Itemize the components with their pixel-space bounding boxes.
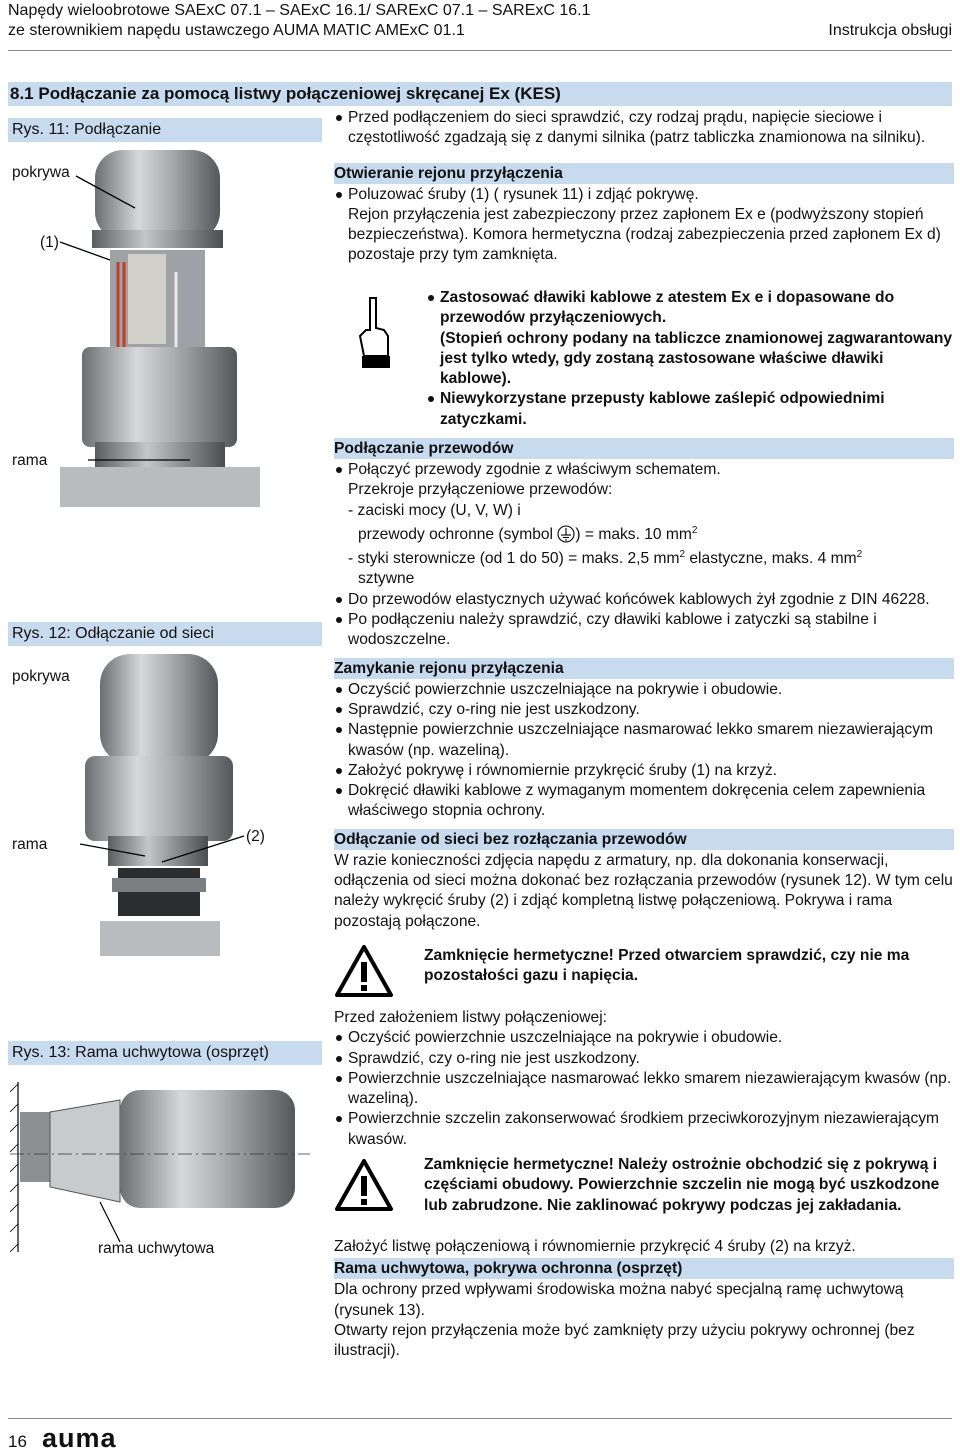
note-block xyxy=(426,288,954,430)
connect-line-3-sup: 2 xyxy=(691,524,698,536)
header-divider xyxy=(8,50,952,51)
fig11-label-frame: rama xyxy=(12,452,48,469)
header-title-line1: Napędy wieloobrotowe SAExC 07.1 – SAExC 16.1/ SARExC 07.1 – SARExC 16.1 xyxy=(8,2,591,19)
right-column-bottom xyxy=(334,1237,954,1361)
disconnect-bullet-4: Powierzchnie szczelin zakonserwować środkiem przeciwkorozyjnym niezawierającym kwasów. xyxy=(334,1109,954,1150)
heading-open: Otwieranie rejonu przyłączenia xyxy=(334,163,954,184)
connect-line-3 xyxy=(334,521,954,545)
open-para-1: Rejon przyłączenia jest zabezpieczony przez zapłonem Ex e (podwyższony stopień bezpieczeństwa). Komora hermetyczna (rodzaj zabezpieczenia przed zapłonem Ex d) pozostaje przy tym zamknięta. xyxy=(348,205,941,264)
connect-line-4-sup1: 2 xyxy=(679,549,686,561)
fig13-frame-illustration xyxy=(10,1072,320,1262)
connect-line-4a: - styki sterownicze (od 1 do 50) = maks. 2,5 mm xyxy=(348,550,680,568)
right-column-middle xyxy=(334,433,954,932)
fig12-caption-text: Rys. 12: Odłączanie od sieci xyxy=(12,625,214,642)
fig13-label-frame: rama uchwytowa xyxy=(98,1240,215,1257)
connect-line-5: sztywne xyxy=(358,570,415,588)
fig12-label-cover: pokrywa xyxy=(12,668,70,685)
fig11-actuator-illustration xyxy=(0,142,330,512)
heading-frame: Rama uchwytowa, pokrywa ochronna (osprzęt) xyxy=(334,1258,954,1279)
header-doc-type: Instrukcja obsługi xyxy=(828,22,952,39)
right-column-lower xyxy=(334,1008,954,1150)
disconnect-bullet-1: Oczyścić powierzchnie uszczelniające na pokrywie i obudowie. xyxy=(334,1028,954,1048)
connect-line-2: - zaciski mocy (U, V, W) i xyxy=(348,501,521,519)
frame-para-2: Otwarty rejon przyłączenia może być zamknięty przy użyciu pokrywy ochronnej (bez ilustracji). xyxy=(334,1321,915,1360)
warning-triangle-icon xyxy=(334,944,394,998)
fig12-label-frame: rama xyxy=(12,836,48,853)
section-title-bar xyxy=(8,82,952,106)
connect-line-4b: elastyczne, maks. 4 mm xyxy=(685,550,857,568)
pointing-hand-icon xyxy=(354,296,394,370)
note-bullet-2: Niewykorzystane przepusty kablowe zaślepić odpowiednimi zatyczkami. xyxy=(426,389,954,430)
warning-2-text: Zamknięcie hermetyczne! Należy ostrożnie obchodzić się z pokrywą i częściami obudowy. Powierzchnie szczelin nie mogą być uszkodzone lub zabrudzone. Nie zaklinować pokrywy podczas jej zakładania. xyxy=(424,1156,940,1214)
heading-disconnect: Odłączanie od sieci bez rozłączania przewodów xyxy=(334,829,954,850)
close-bullet-4: Założyć pokrywę i równomiernie przykręcić śruby (1) na krzyż. xyxy=(334,761,954,781)
close-bullet-3: Następnie powierzchnie uszczelniające nasmarować lekko smarem niezawierającym kwasów (np. wazeliną). xyxy=(334,720,954,761)
disconnect-para-3: Założyć listwę połączeniową i równomiernie przykręcić 4 śruby (2) na krzyż. xyxy=(334,1238,856,1255)
connect-line-3a: przewody ochronne (symbol xyxy=(358,525,558,543)
fig12-label-screw: (2) xyxy=(246,828,265,845)
note-bullet-1: Zastosować dławiki kablowe z atestem Ex e i dopasowane do przewodów przyłączeniowych. xyxy=(426,288,954,329)
connect-bullet-3: Po podłączeniu należy sprawdzić, czy dławiki kablowe i zatyczki są stabilne i wodoszczelne. xyxy=(334,610,954,651)
disconnect-para-1: W razie konieczności zdjęcia napędu z armatury, np. dla dokonania konserwacji, odłączenia od sieci można dokonać bez rozłączania przewodów (rysunek 12). W tym celu należy wykręcić śruby (2) i zdjąć kompletną listwę połączeniową. Pokrywa i rama pozostają połączone. xyxy=(334,851,953,930)
page-number: 16 xyxy=(8,1432,27,1451)
warning-triangle-icon xyxy=(334,1158,394,1212)
fig11-label-cover: pokrywa xyxy=(12,164,70,181)
close-bullet-2: Sprawdzić, czy o-ring nie jest uszkodzony. xyxy=(334,700,954,720)
footer-divider xyxy=(8,1418,952,1419)
open-bullet-1: Poluzować śruby (1) ( rysunek 11) i zdjąć pokrywę. xyxy=(334,185,954,205)
note-bullet-1b: (Stopień ochrony podany na tabliczce znamionowej zagwarantowany jest tylko wtedy, gdy zostaną zastosowane właściwe dławiki kablowe). xyxy=(440,329,953,388)
connect-line-1: Przekroje przyłączeniowe przewodów: xyxy=(348,481,613,499)
disconnect-bullet-3: Powierzchnie uszczelniające nasmarować lekko smarem niezawierającym kwasów (np. wazeliną). xyxy=(334,1069,954,1110)
heading-connect: Podłączanie przewodów xyxy=(334,438,954,459)
section-title: 8.1 Podłączanie za pomocą listwy połączeniowej skręcanej Ex (KES) xyxy=(10,84,561,103)
fig13-caption-text: Rys. 13: Rama uchwytowa (osprzęt) xyxy=(12,1044,269,1061)
fig13-caption xyxy=(8,1041,322,1065)
connect-bullet-1: Połączyć przewody zgodnie z właściwym schematem. xyxy=(334,460,954,480)
close-bullet-1: Oczyścić powierzchnie uszczelniające na pokrywie i obudowie. xyxy=(334,680,954,700)
connect-bullet-2: Do przewodów elastycznych używać końcówek kablowych żył zgodnie z DIN 46228. xyxy=(334,590,954,610)
fig11-caption xyxy=(8,118,322,142)
ground-symbol-icon xyxy=(557,525,575,543)
auma-logo: auma xyxy=(42,1423,117,1453)
header-title-line2: ze sterownikiem napędu ustawczego AUMA MATIC AMExC 01.1 xyxy=(8,22,465,39)
close-bullet-5: Dokręcić dławiki kablowe z wymaganym momentem dokręcenia celem zapewnienia właściwego stopnia ochrony. xyxy=(334,781,954,822)
intro-bullet: Przed podłączeniem do sieci sprawdzić, czy rodzaj prądu, napięcie sieciowe i częstotliwość zgadzają się z danymi silnika (patrz tabliczka znamionowa na silniku). xyxy=(334,108,954,149)
heading-close: Zamykanie rejonu przyłączenia xyxy=(334,658,954,679)
disconnect-bullet-2: Sprawdzić, czy o-ring nie jest uszkodzony. xyxy=(334,1049,954,1069)
right-column-top xyxy=(334,108,954,266)
warning-1-text: Zamknięcie hermetyczne! Przed otwarciem sprawdzić, czy nie ma pozostałości gazu i napięcia. xyxy=(424,947,910,985)
frame-para-1: Dla ochrony przed wpływami środowiska można nabyć specjalną ramę uchwytową (rysunek 13). xyxy=(334,1281,904,1319)
fig12-caption xyxy=(8,622,322,646)
fig11-caption-text: Rys. 11: Podłączanie xyxy=(12,121,162,138)
connect-line-4-sup2: 2 xyxy=(856,549,863,561)
connect-line-3b: ) = maks. 10 mm xyxy=(575,525,692,543)
disconnect-para-2: Przed założeniem listwy połączeniowej: xyxy=(334,1009,608,1026)
connect-line-4 xyxy=(334,545,954,569)
fig11-label-screw: (1) xyxy=(40,234,59,251)
fig12-actuator-illustration xyxy=(0,646,330,956)
